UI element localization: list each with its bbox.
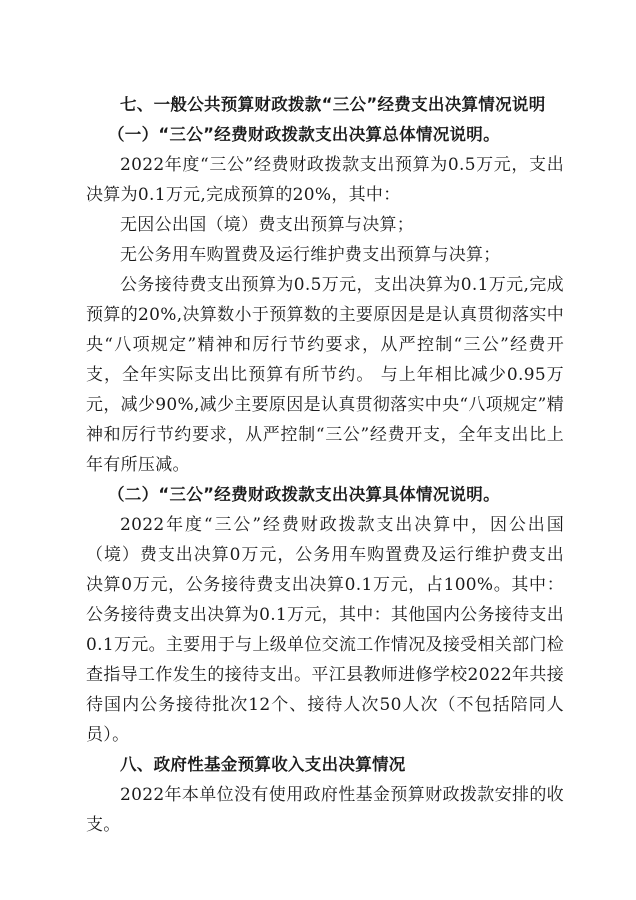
section-8-heading: 八、政府性基金预算收入支出决算情况: [120, 755, 406, 774]
paragraph-detailed-expenditure: 2022年度“三公”经费财政拨款支出决算中，因公出国（境）费支出决算0万元，公务用车购置费及运行维护费支出决算0万元，公务接待费支出决算0.1万元，占100%。其中：公务接待费支出决算为0.1万元，其中：其他国内公务接待支出0.1万元。主要用于与上级单位交流工作情况及接受相关部门检查指导工作发生的接待支出。平江县教师进修学校2022年共接待国内公务接待批次12个、接待人次50人次（不包括陪同人员）。: [86, 515, 564, 745]
paragraph-government-fund: 2022年本单位没有使用政府性基金预算财政拨款安排的收支。: [86, 785, 564, 835]
subsection-2-heading: （二）“三公”经费财政拨款支出决算具体情况说明。: [108, 485, 500, 504]
section-7-heading: 七、一般公共预算财政拨款“三公”经费支出决算情况说明: [120, 95, 546, 114]
paragraph-overall-budget: 2022年度“三公”经费财政拨款支出预算为0.5万元，支出决算为0.1万元,完成预算的20%，其中：: [86, 155, 564, 205]
paragraph-reception-cost: 公务接待费支出预算为0.5万元，支出决算为0.1万元,完成预算的20%,决算数小于预算数的主要原因是是认真贯彻落实中央“八项规定”精神和厉行节约要求，从严控制“三公”经费开支，全年实际支出比预算有所节约。 与上年相比减少0.95万元，减少90%,减少主要原因是认真贯彻落实中央“八项规定”精神和厉行节约要求，从严控制“三公”经费开支，全年支出比上年有所压减。: [86, 275, 564, 475]
document-page: [86, 90, 564, 840]
paragraph-overseas-travel: 无因公出国（境）费支出预算与决算；: [120, 215, 415, 235]
paragraph-vehicle-cost: 无公务用车购置费及运行维护费支出预算与决算；: [120, 245, 501, 265]
subsection-1-heading: （一）“三公”经费财政拨款支出决算总体情况说明。: [108, 125, 500, 144]
